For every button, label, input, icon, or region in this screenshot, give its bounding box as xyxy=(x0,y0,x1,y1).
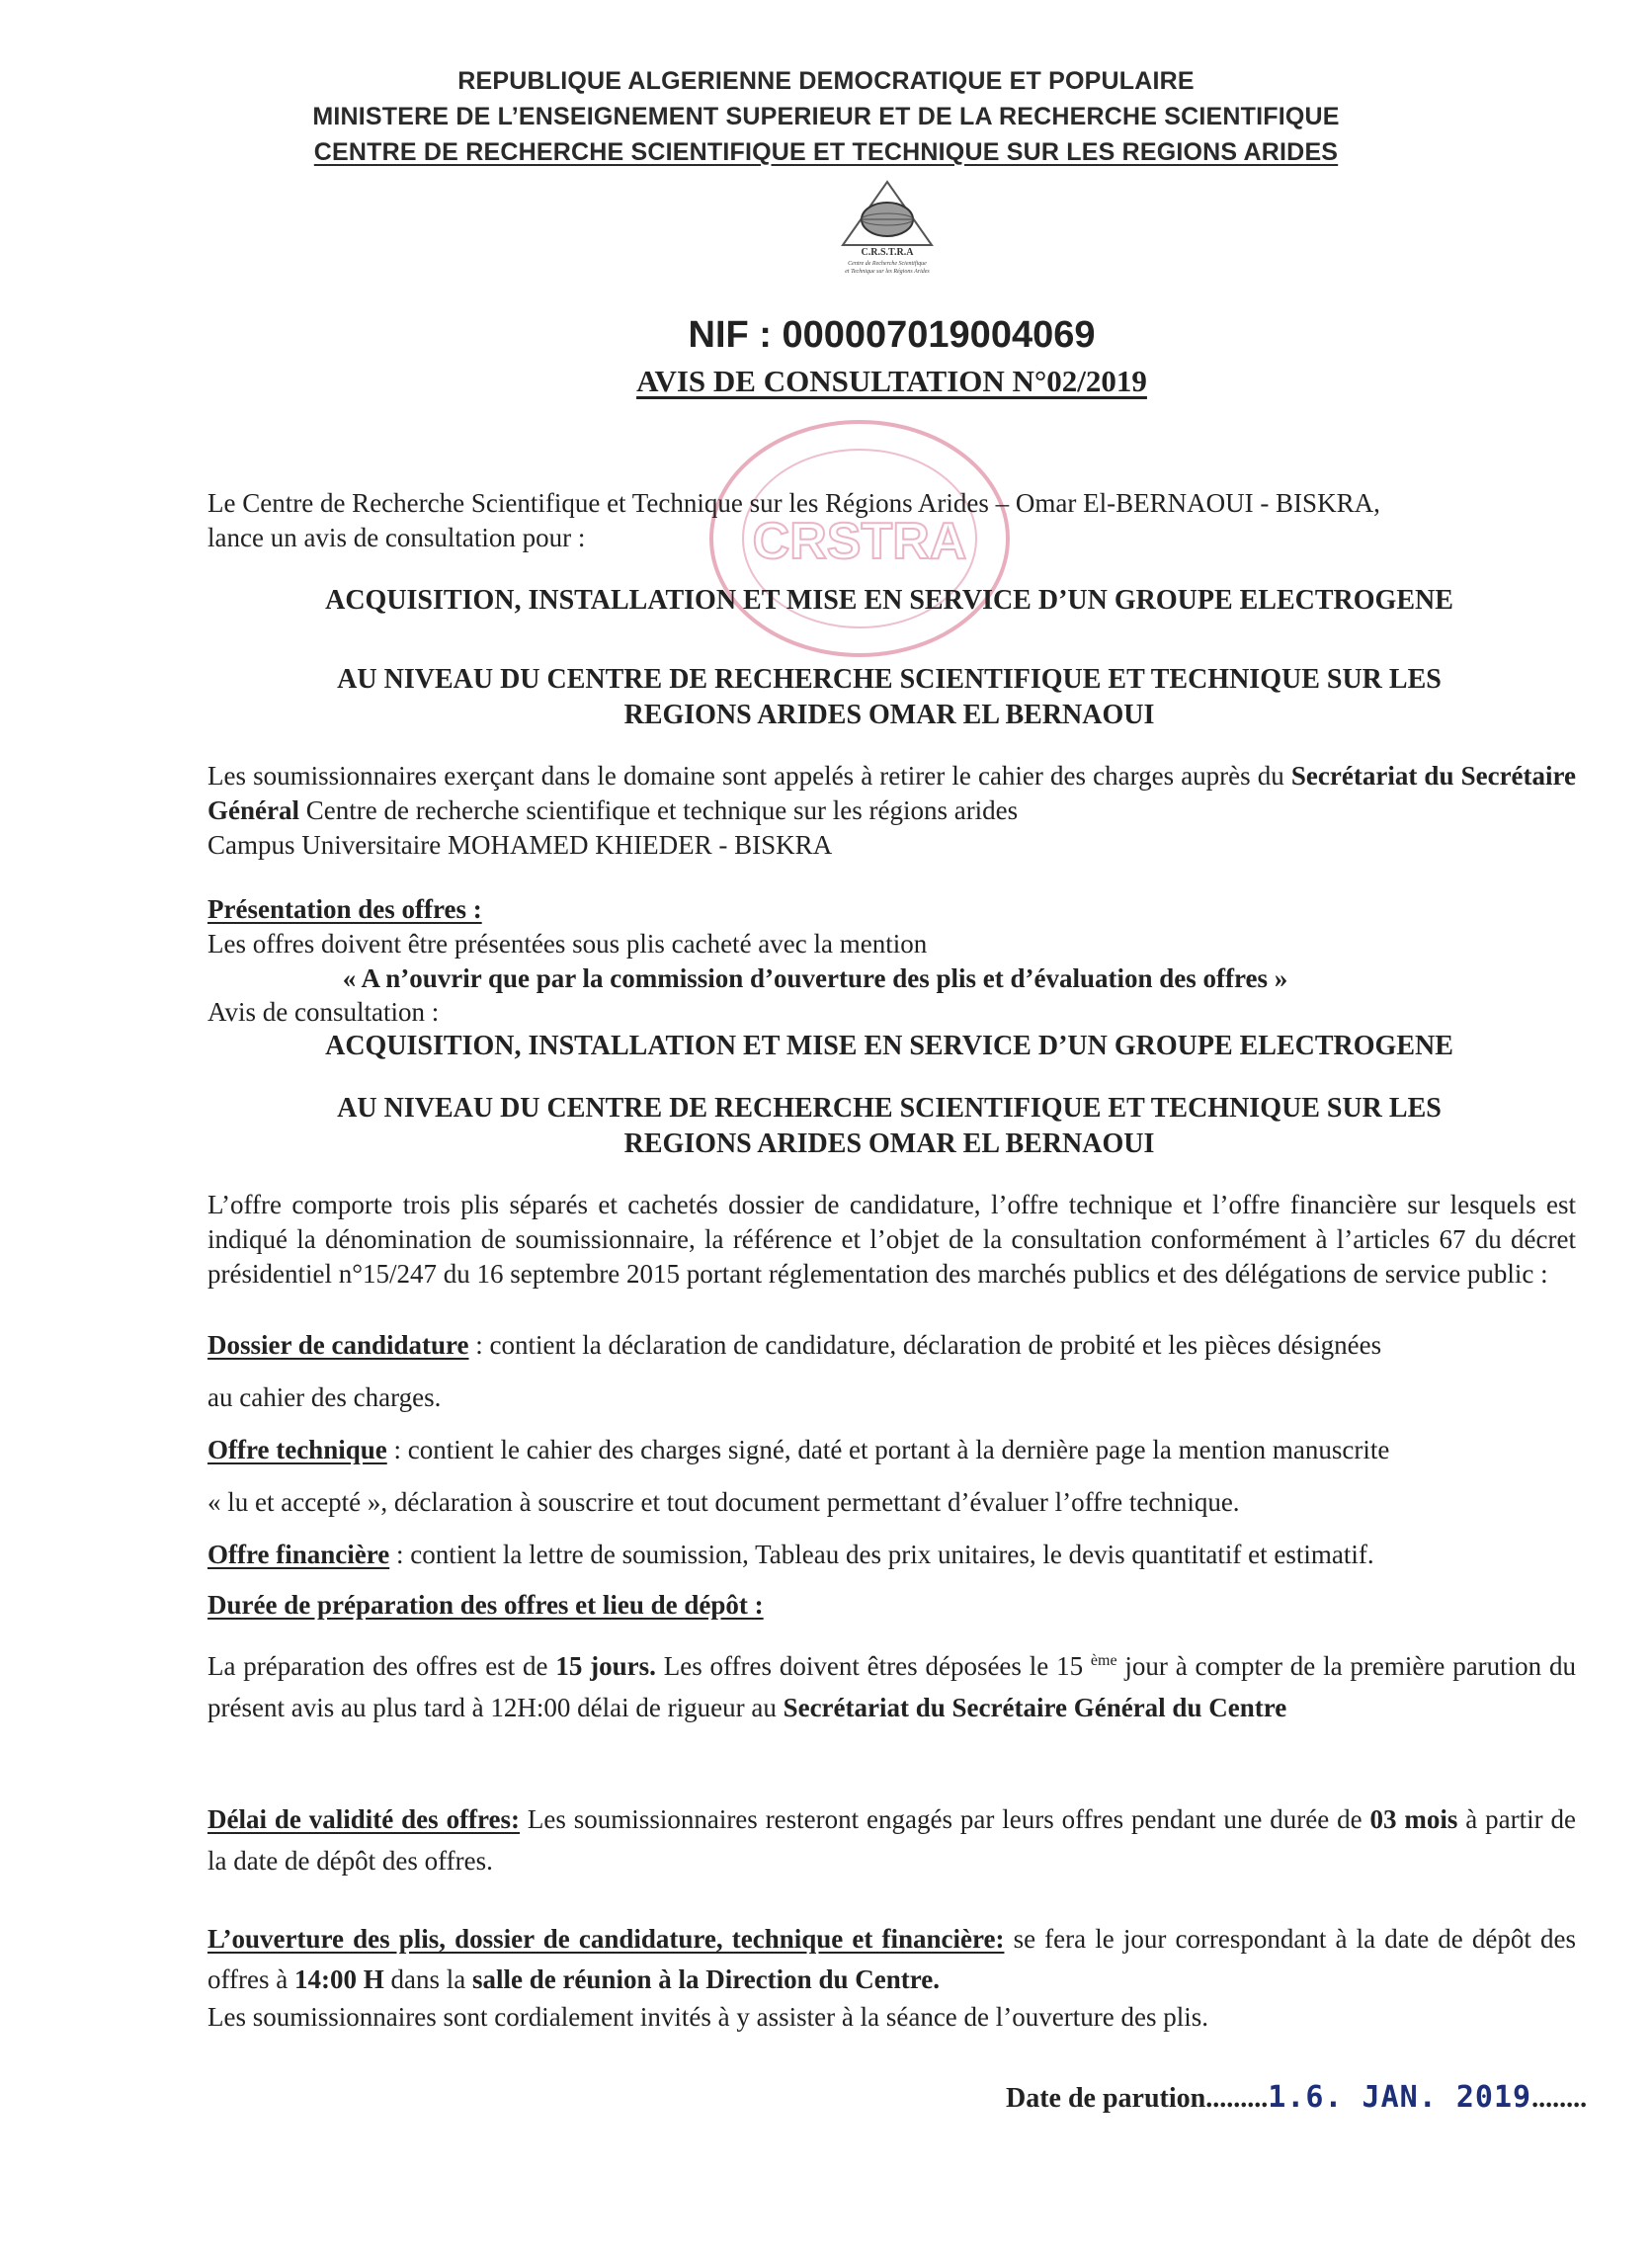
retrait-paragraph: Les soumissionnaires exerçant dans le domaine sont appelés à retirer le cahier des charges auprès du Secrétariat du Secrétaire Général Centre de recherche scientifique et technique sur les régions arides Campus Universitaire MOHAMED KHIEDER - BISKRA xyxy=(207,761,1577,860)
parution-date-stamp: 1.6. JAN. 2019 xyxy=(1268,2080,1532,2115)
crstra-logo xyxy=(808,178,966,282)
location-title-2: AU NIVEAU DU CENTRE DE RECHERCHE SCIENTIFIQUE ET TECHNIQUE SUR LES REGIONS ARIDES OMAR EL BERNAOUI xyxy=(337,1093,1442,1159)
offre-financiere: Offre financière : contient la lettre de soumission, Tableau des prix unitaires, le devis quantitatif et estimatif. xyxy=(207,1540,1374,1569)
offre-technique: Offre technique : contient le cahier des charges signé, daté et portant à la dernière page la mention manuscrite xyxy=(207,1435,1390,1464)
stamp-text: CRSTRA xyxy=(752,513,967,570)
ouverture-paragraph: L’ouverture des plis, dossier de candidature, technique et financière: se fera le jour correspondant à la date de dépôt des offres à 14:00 H dans la salle de réunion à la Direction du Centre. xyxy=(207,1924,1576,1994)
offre-composition-paragraph: L’offre comporte trois plis séparés et cachetés dossier de candidature, l’offre technique et l’offre financière sur lesquels est indiqué la dénomination de soumissionnaire, la référence et l’objet de la consultation conformément à l’articles 67 du décret présidentiel n°15/247 du 16 septembre 2015 portant réglementation des marchés publics et des délégations de service public : xyxy=(207,1190,1576,1289)
presentation-quote: « A n’ouvrir que par la commission d’ouverture des plis et d’évaluation des offres » xyxy=(342,963,1288,993)
presentation-section: Présentation des offres : Les offres doivent être présentées sous plis cacheté avec la mention xyxy=(207,892,1576,961)
header-republic: REPUBLIQUE ALGERIENNE DEMOCRATIQUE ET POPULAIRE xyxy=(457,67,1195,95)
ouverture-invitation: Les soumissionnaires sont cordialement invités à y assister à la séance de l’ouverture des plis. xyxy=(207,2002,1208,2032)
logo-caption-1: Centre de Recherche Scientifique xyxy=(848,261,927,267)
intro-paragraph: Le Centre de Recherche Scientifique et Technique sur les Régions Arides – Omar El-BERNAOUI - BISKRA, lance un avis de consultation pour : xyxy=(207,488,1380,552)
dossier-candidature: Dossier de candidature : contient la déclaration de candidature, déclaration de probité et les pièces désignées xyxy=(207,1330,1382,1360)
header-ministry: MINISTERE DE L’ENSEIGNEMENT SUPERIEUR ET DE LA RECHERCHE SCIENTIFIQUE xyxy=(312,103,1340,130)
duree-title: Durée de préparation des offres et lieu de dépôt : xyxy=(207,1590,764,1620)
object-title-1: ACQUISITION, INSTALLATION ET MISE EN SERVICE D’UN GROUPE ELECTROGENE xyxy=(325,585,1453,616)
logo-caption-2: et Technique sur les Régions Arides xyxy=(845,269,930,275)
dossier-candidature-suite: au cahier des charges. xyxy=(207,1382,442,1412)
validite-paragraph: Délai de validité des offres: Les soumissionnaires resteront engagés par leurs offres pendant une durée de 03 mois à partir de la date de dépôt des offres. xyxy=(207,1804,1577,1876)
header-centre: CENTRE DE RECHERCHE SCIENTIFIQUE ET TECHNIQUE SUR LES REGIONS ARIDES xyxy=(313,138,1339,166)
logo-name: C.R.S.T.R.A xyxy=(861,247,914,258)
duree-paragraph: La préparation des offres est de 15 jours. Les offres doivent êtres déposées le 15 $^{ème}$ jour à compter de la première parution du présent avis au plus tard à 12H:00 délai de rigueur au Secrétariat du Secrétaire Général du Centre xyxy=(207,1651,1577,1722)
avis-title: AVIS DE CONSULTATION N°02/2019 xyxy=(636,364,1147,398)
presentation-title: Présentation des offres : xyxy=(207,894,482,924)
date-parution: Date de parution.........1.6. JAN. 2019........ xyxy=(1006,2080,1588,2115)
avis-consultation-label: Avis de consultation : xyxy=(207,997,440,1027)
location-title-1: AU NIVEAU DU CENTRE DE RECHERCHE SCIENTIFIQUE ET TECHNIQUE SUR LES REGIONS ARIDES OMAR EL BERNAOUI xyxy=(337,664,1442,730)
nif-number: NIF : 000007019004069 xyxy=(688,314,1096,356)
offre-technique-suite: « lu et accepté », déclaration à souscrire et tout document permettant d’évaluer l’offre technique. xyxy=(207,1487,1240,1517)
object-title-2: ACQUISITION, INSTALLATION ET MISE EN SERVICE D’UN GROUPE ELECTROGENE xyxy=(325,1031,1453,1061)
